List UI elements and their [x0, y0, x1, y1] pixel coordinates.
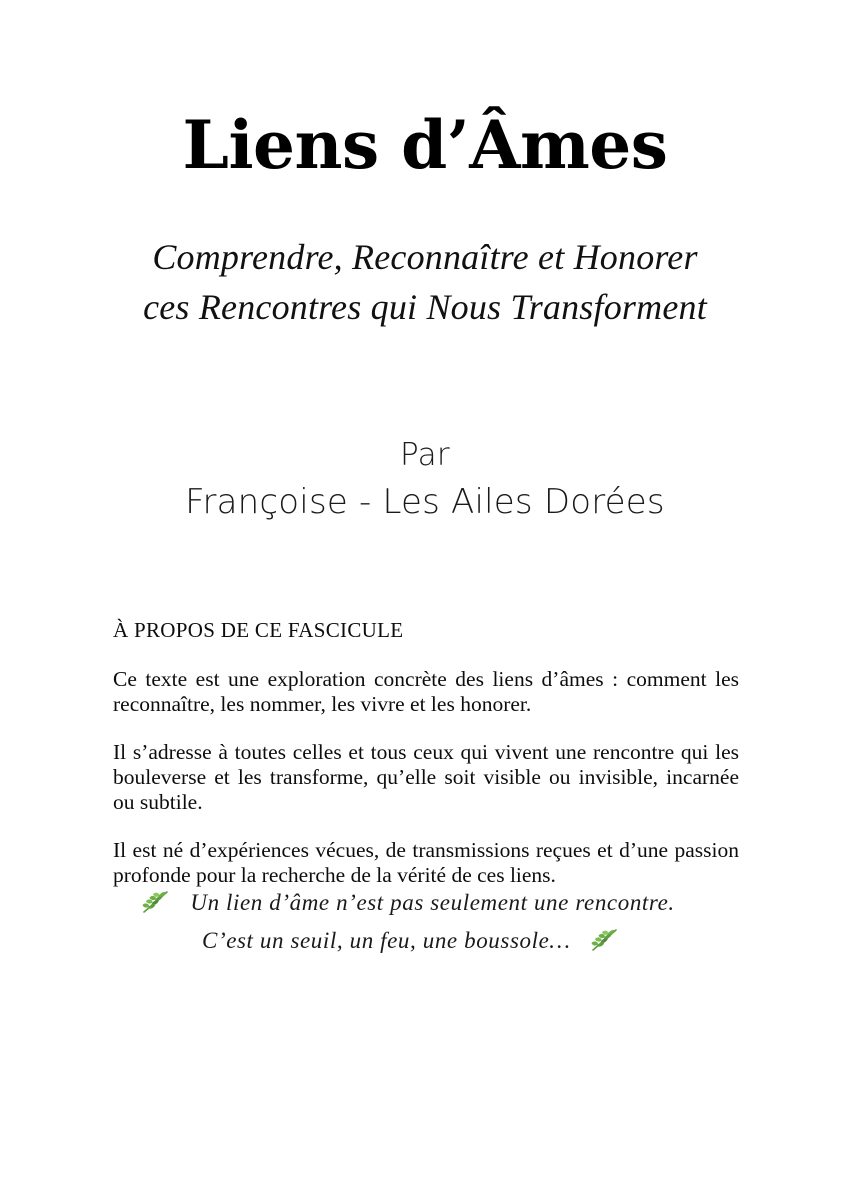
about-heading: À PROPOS DE CE FASCICULE [113, 618, 404, 642]
about-paragraph-1: Ce texte est une exploration concrète des liens d’âmes : comment les reconnaître, les nommer, les vivre et les honorer. [113, 667, 739, 716]
quote-text-2: C’est un seuil, un feu, une boussole… [202, 928, 571, 953]
title-block [0, 106, 850, 184]
quote-line-1 [140, 884, 710, 922]
about-paragraph-2: Il s’adresse à toutes celles et tous ceux qui vivent une rencontre qui les bouleverse et les transforme, qu’elle soit visible ou invisible, incarnée ou subtile. [113, 740, 739, 814]
herb-leaf-icon [589, 927, 619, 953]
subtitle-block [0, 232, 850, 332]
herb-leaf-icon [140, 889, 170, 915]
pull-quote-block [140, 884, 710, 960]
subtitle-line-2: ces Rencontres qui Nous Transforment [143, 287, 707, 327]
quote-text-1: Un lien d’âme n’est pas seulement une rencontre. [190, 890, 675, 915]
quote-line-2 [140, 922, 710, 960]
author-block [0, 432, 850, 526]
about-paragraph-3: Il est né d’expériences vécues, de transmissions reçues et d’une passion profonde pour la recherche de la vérité de ces liens. [113, 838, 739, 887]
subtitle-line-1: Comprendre, Reconnaître et Honorer [152, 237, 698, 277]
author-by-label: Par [400, 437, 450, 473]
about-section [113, 617, 739, 888]
page-title: Liens d’Âmes [182, 106, 668, 184]
author-name: Françoise - Les Ailes Dorées [185, 482, 665, 522]
